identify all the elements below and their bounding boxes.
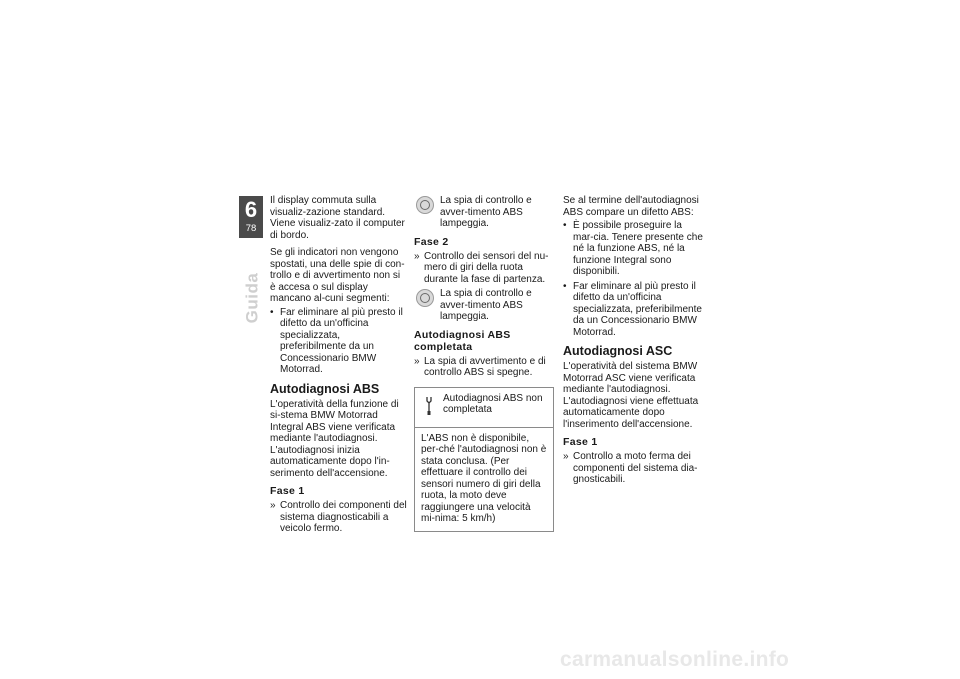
paragraph: Se al termine dell'autodiagnosi ABS compare un difetto ABS: [563, 195, 699, 218]
bullet-text: Far eliminare al più presto il difetto da un'officina specializzata, preferibilmente da un Concessionario BMW Motorrad. [573, 280, 702, 338]
indicator-text: La spia di controllo e avver-timento ABS lampeggia. [440, 195, 532, 229]
step-item [270, 500, 408, 535]
step-heading: Autodiagnosi ABS completata [414, 328, 511, 353]
step-heading: Fase 1 [563, 436, 598, 448]
bullet-item [563, 281, 703, 339]
column-3 [563, 195, 703, 489]
note-box-title: Autodiagnosi ABS non completata [443, 392, 543, 415]
note-box-body: L'ABS non è disponibile, per-ché l'autodiagnosi non è stata conclusa. (Per effettuare il controllo dei sensori numero di giri della ruota, la moto deve raggiungere una velocità mi-nima: 5 km/h) [421, 432, 547, 524]
side-label [237, 270, 267, 324]
bullet-marker: • [270, 306, 274, 318]
indicator-text: La spia di controllo e avver-timento ABS lampeggia. [440, 288, 532, 322]
step-item [414, 251, 554, 286]
paragraph: Se gli indicatori non vengono spostati, una delle spie di con-trollo e di avvertimento non si è accesa o sul display mancano al-cuni segmenti: [270, 247, 405, 304]
bullet-marker: • [563, 220, 567, 231]
arrow-marker: » [270, 500, 276, 511]
column-2 [414, 195, 554, 532]
step-text: Controllo a moto ferma dei componenti del sistema dia-gnosticabili. [573, 451, 698, 485]
indicator-note [414, 195, 554, 230]
watermark: carmanualsonline.info [560, 648, 790, 671]
bullet-text: Far eliminare al più presto il difetto da un'officina specializzata, preferibilmente da un Concessionario BMW Motorrad. [280, 306, 403, 375]
arrow-marker: » [414, 250, 420, 262]
paragraph: Il display commuta sulla visualiz-zazione standard. Viene visualiz-zato il computer di bordo. [270, 195, 405, 241]
paragraph: L'operatività della funzione di si-stema BMW Motorrad Integral ABS viene verificata mediante l'autodiagnosi. L'autodiagnosi inizia automaticamente dopo l'in-serimento dell'accensione. [270, 398, 399, 479]
step-heading: Fase 2 [414, 235, 449, 248]
abs-warning-light-icon [416, 196, 434, 214]
bullet-text: È possibile proseguire la mar-cia. Tenere presente che né la funzione ABS, né la funzione Integral sono disponibili. [573, 220, 703, 277]
step-text: Controllo dei componenti del sistema diagnosticabili a veicolo fermo. [280, 500, 407, 534]
step-item [563, 451, 703, 486]
bullet-marker: • [563, 280, 567, 292]
column-1 [270, 195, 408, 538]
step-heading: Fase 1 [270, 485, 305, 497]
section-heading: Autodiagnosi ASC [563, 344, 673, 358]
page-number: 78 [245, 223, 257, 234]
wrench-icon [424, 396, 436, 416]
chapter-number: 6 [244, 197, 258, 222]
indicator-note [414, 288, 554, 323]
bullet-item [270, 307, 408, 376]
step-text: La spia di avvertimento e di controllo ABS si spegne. [424, 355, 546, 378]
paragraph: L'operatività del sistema BMW Motorrad ASC viene verificata mediante l'autodiagnosi. L'autodiagnosi viene effettuata automaticamente dopo l'inserimento dell'accensione. [563, 361, 699, 430]
side-label-text: Guida [242, 272, 262, 324]
step-item [414, 356, 554, 379]
note-box-header [415, 388, 553, 428]
chapter-tab [239, 196, 263, 238]
arrow-marker: » [414, 355, 420, 367]
section-heading: Autodiagnosi ABS [270, 381, 380, 396]
bullet-item [563, 220, 703, 278]
note-box [414, 387, 554, 532]
step-text: Controllo dei sensori del nu-mero di giri della ruota durante la fase di partenza. [424, 250, 549, 285]
arrow-marker: » [563, 451, 569, 462]
abs-warning-light-icon [416, 289, 434, 307]
